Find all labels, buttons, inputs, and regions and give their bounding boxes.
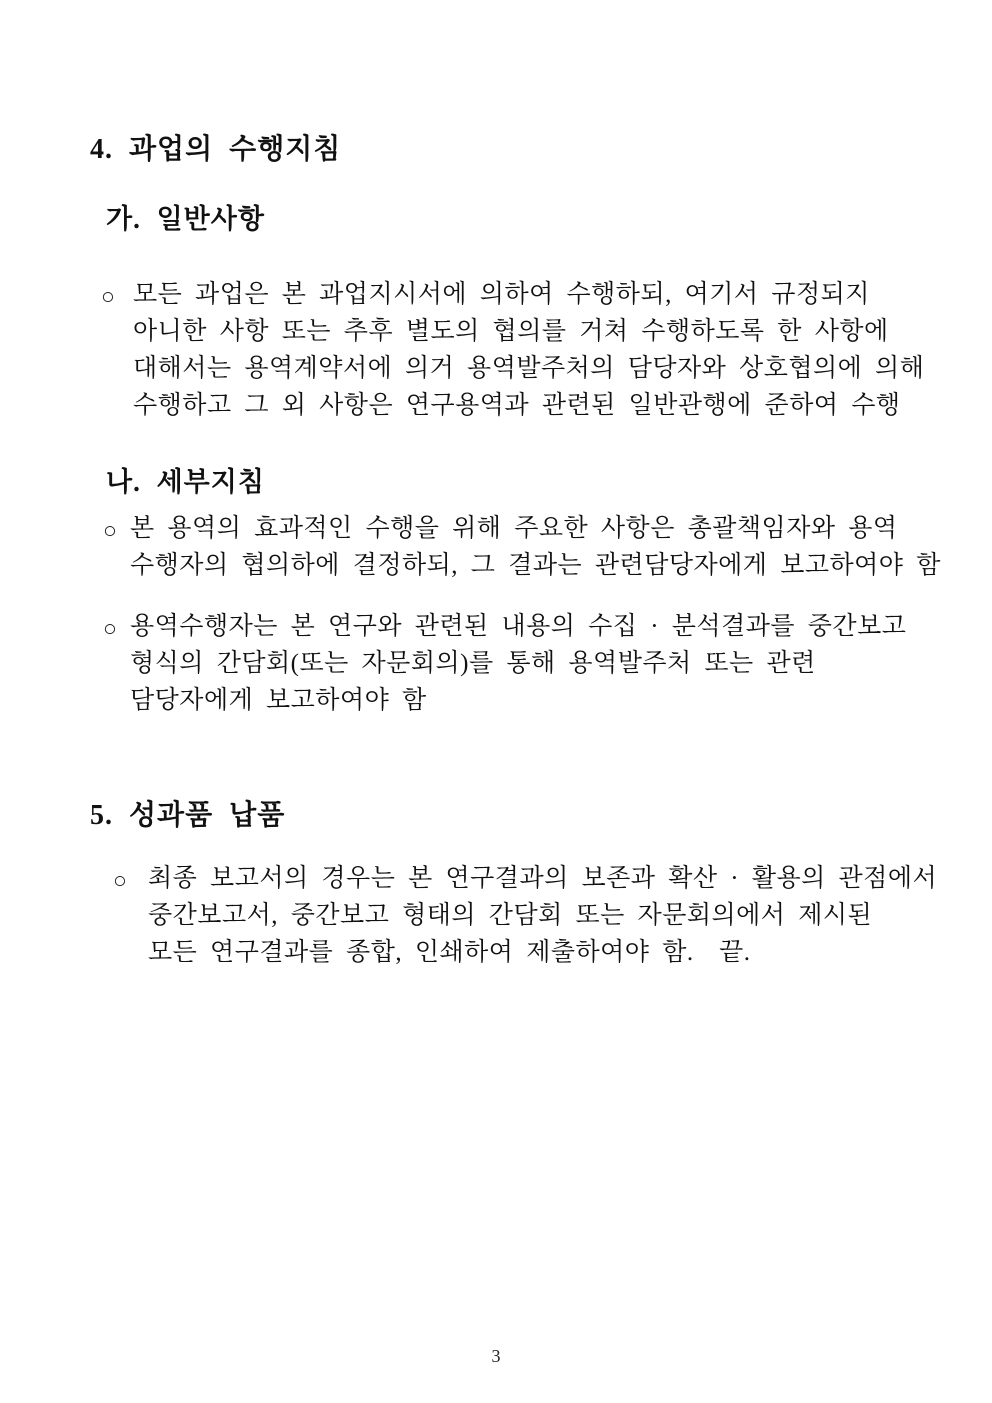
section-4-na-bullet-2 <box>103 608 906 719</box>
paragraph-line: 형식의 간담회(또는 자문회의)를 통해 용역발주처 또는 관련 <box>130 650 816 677</box>
paragraph-line: 용역수행자는 본 연구와 관련된 내용의 수집 · 분석결과를 중간보고 <box>130 613 907 640</box>
paragraph-line: 담당자에게 보고하여야 함 <box>130 687 427 714</box>
circle-bullet-icon: ○ <box>103 616 117 641</box>
circle-bullet-icon: ○ <box>103 518 117 543</box>
paragraph-line: 본 용역의 효과적인 수행을 위해 주요한 사항은 총괄책임자와 용역 <box>130 515 898 542</box>
paragraph-line: 모든 연구결과를 종합, 인쇄하여 제출하여야 함. 끝. <box>148 939 751 966</box>
section-4-ga-heading: 가. 일반사항 <box>106 204 265 234</box>
section-4-ga-bullet-1 <box>101 276 924 424</box>
circle-bullet-icon: ○ <box>113 868 127 893</box>
page-number: 3 <box>491 1346 501 1366</box>
paragraph-line: 중간보고서, 중간보고 형태의 간담회 또는 자문회의에서 제시된 <box>148 902 873 929</box>
section-4-heading: 4. 과업의 수행지침 <box>90 134 342 165</box>
section-4-na-heading: 나. 세부지침 <box>106 467 265 497</box>
paragraph-line: 아니한 사항 또는 추후 별도의 협의를 거쳐 수행하도록 한 사항에 <box>133 318 889 345</box>
paragraph-line: 모든 과업은 본 과업지시서에 의하여 수행하되, 여기서 규정되지 <box>133 281 870 308</box>
paragraph-line: 대해서는 용역계약서에 의거 용역발주처의 담당자와 상호협의에 의해 <box>133 355 925 382</box>
section-5-heading: 5. 성과품 납품 <box>90 800 286 831</box>
section-4-na-bullet-1 <box>103 510 941 584</box>
paragraph-line: 수행자의 협의하에 결정하되, 그 결과는 관련담당자에게 보고하여야 함 <box>130 552 941 579</box>
circle-bullet-icon: ○ <box>101 284 115 309</box>
paragraph-line: 수행하고 그 외 사항은 연구용역과 관련된 일반관행에 준하여 수행 <box>133 392 901 419</box>
section-5-bullet-1 <box>113 860 937 971</box>
paragraph-line: 최종 보고서의 경우는 본 연구결과의 보존과 확산 · 활용의 관점에서 <box>148 865 938 892</box>
